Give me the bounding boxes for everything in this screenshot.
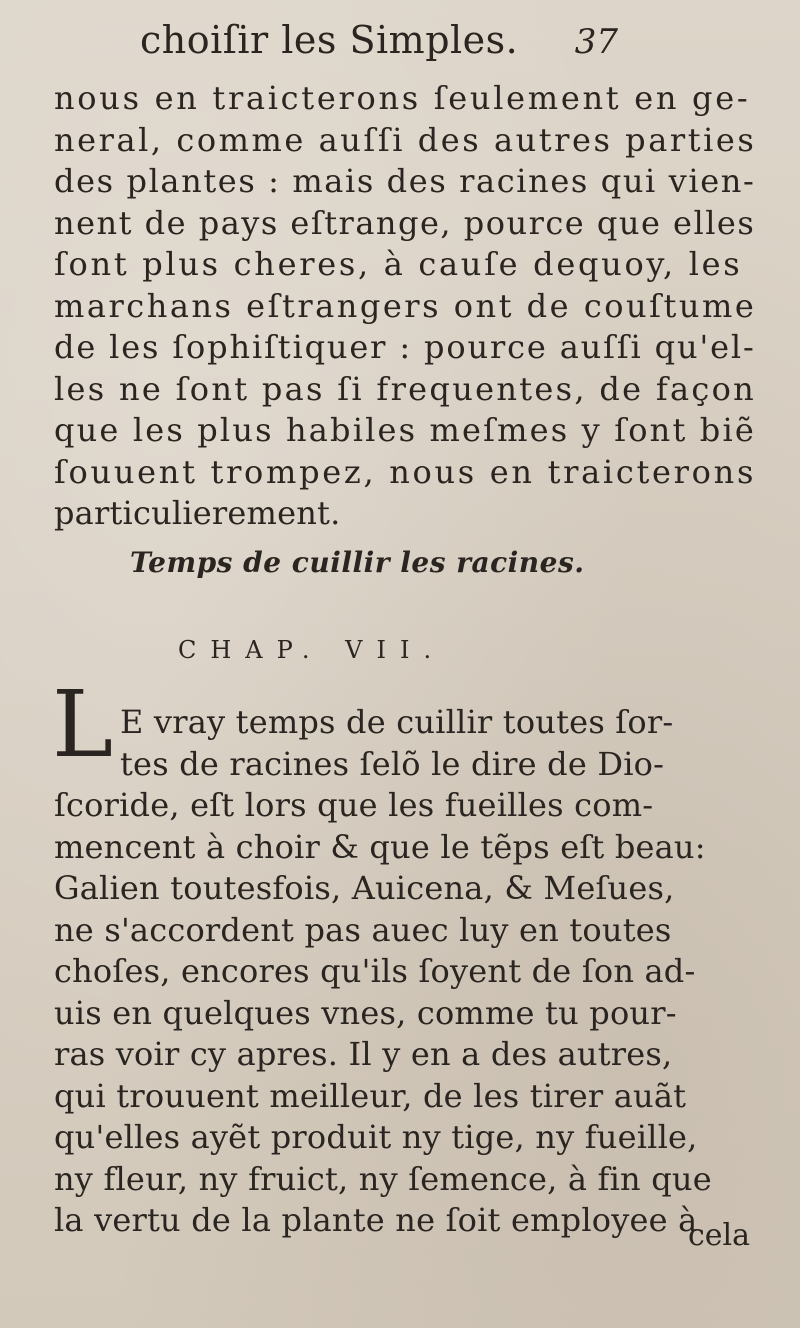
text-line: nent de pays eſtrange, pource que elles — [54, 203, 756, 242]
page-header — [0, 18, 800, 78]
text-line: ſcoride, eſt lors que les fueilles com- — [54, 786, 654, 824]
text-line: ne s'accordent pas auec luy en toutes — [54, 910, 672, 949]
text-line: ny fleur, ny fruict, ny ſemence, à fin que — [54, 1159, 712, 1198]
drop-cap: L — [52, 671, 114, 778]
text-line: qu'elles ayẽt produit ny tige, ny fueille, — [54, 1118, 698, 1156]
chapter-label: CHAP. VII. — [178, 636, 446, 664]
text-line: Galien toutesfois, Auicena, & Meſues, — [54, 869, 675, 907]
text-line: de les ſophiſtiquer : pource auſſi qu'el- — [54, 328, 756, 366]
text-line: particulierement. — [54, 494, 341, 532]
text-line: ſont plus cheres, à cauſe dequoy, les — [54, 245, 743, 283]
running-title: choiſir les Simples. — [140, 18, 519, 62]
text-line: neral, comme auſſi des autres parties — [54, 120, 757, 159]
page-number: 37 — [574, 22, 618, 62]
text-line: mencent à choir & que le tẽps eſt beau: — [54, 827, 706, 866]
paragraph-2-opening — [54, 702, 754, 785]
catchword: cela — [687, 1218, 750, 1253]
text-line: marchans eſtrangers ont de couſtume — [54, 286, 757, 325]
text-line: uis en quelques vnes, comme tu pour- — [54, 993, 677, 1032]
text-line: les ne ſont pas ſi frequentes, de façon — [54, 369, 757, 408]
text-line: nous en traicterons ſeulement en ge- — [54, 79, 751, 117]
text-line: tes de racines ſelõ le dire de Dio- — [120, 744, 665, 783]
text-line: choſes, encores qu'ils ſoyent de ſon ad- — [54, 952, 696, 990]
text-line: des plantes : mais des racines qui vien- — [54, 162, 756, 200]
section-title: Temps de cuillir les racines. — [130, 546, 585, 579]
paragraph-2 — [54, 785, 754, 1242]
text-line: ſouuent trompez, nous en traicterons — [54, 452, 757, 491]
text-line: qui trouuent meilleur, de les tirer auãt — [54, 1076, 687, 1115]
paragraph-1 — [54, 78, 757, 535]
text-line: ras voir cy apres. Il y en a des autres, — [54, 1035, 673, 1073]
text-line: E vray temps de cuillir toutes ſor- — [120, 703, 674, 741]
text-line: la vertu de la plante ne ſoit employee à — [54, 1201, 698, 1239]
text-line: que les plus habiles meſmes y ſont biẽ — [54, 411, 756, 449]
